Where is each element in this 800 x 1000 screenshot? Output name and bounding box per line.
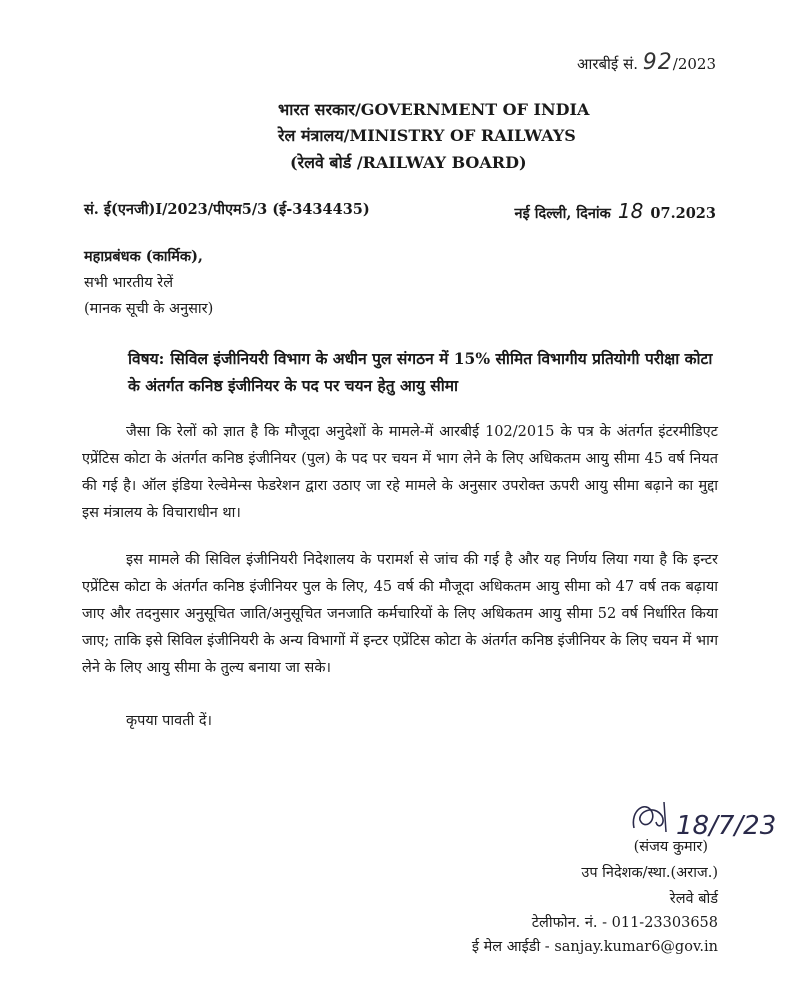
file-number: सं. ई(एनजी)I/2023/पीएम5/3 (ई-3434435) — [84, 201, 370, 218]
addressee-line-2: सभी भारतीय रेलें — [84, 275, 174, 291]
date-handwritten-day: 18 — [617, 199, 644, 223]
subject-line — [128, 345, 728, 399]
header-government: भारत सरकार/GOVERNMENT OF INDIA — [278, 100, 590, 119]
signatory-phone: टेलीफोन. नं. - 011-23303658 — [531, 915, 718, 931]
date-prefix: नई दिल्ली, दिनांक — [514, 205, 611, 222]
reference-handwritten-number: 92 — [642, 50, 673, 75]
signatory-email: ई मेल आईडी - sanjay.kumar6@gov.in — [471, 939, 718, 955]
reference-number-top — [577, 50, 716, 75]
header-board: (रेलवे बोर्ड /RAILWAY BOARD) — [290, 153, 527, 172]
addressee-line-3: (मानक सूची के अनुसार) — [84, 301, 214, 317]
reference-prefix: आरबीई सं. — [577, 55, 638, 73]
signature-date: 18/7/23 — [676, 811, 777, 841]
signatory-designation: उप निदेशक/स्था.(अराज.) — [581, 865, 718, 881]
closing-line: कृपया पावती दें। — [126, 713, 213, 729]
subject-label: विषय: — [128, 349, 165, 368]
body-paragraph-2: इस मामले की सिविल इंजीनियरी निदेशालय के परामर्श से जांच की गई है और यह निर्णय लिया गया है कि इन्टर एप्रेंटिस कोटा के अंतर्गत कनिष्ठ इंजीनियर पुल के लिए, 45 वर्ष की मौजूदा अधिकतम आयु सीमा को 47 वर्ष तक बढ़ाया जाए और तदनुसार अनुसूचित जाति/अनुसूचित जनजाति कर्मचारियों के लिए अधिकतम आयु सीमा 52 वर्ष निर्धारित किया जाए; ताकि इसे सिविल इंजीनियरी के अन्य विभागों में इन्टर एप्रेंटिस कोटा के अंतर्गत कनिष्ठ इंजीनियर के लिए चयन में भाग लेने के लिए आयु सीमा के तुल्य बनाया जा सके। — [82, 552, 718, 676]
body-paragraph-1: जैसा कि रेलों को ज्ञात है कि मौजूदा अनुदेशों के मामले-में आरबीई 102/2015 के पत्र के अंतर्गत इंटरमीडिएट एप्रेंटिस कोटा के अंतर्गत कनिष्ठ इंजीनियर (पुल) के पद पर चयन में भाग लेने के लिए अधिकतम आयु सीमा 45 वर्ष नियत की गई है। ऑल इंडिया रेल्वेमेन्स फेडरेशन द्वारा उठाए जा रहे मामले के अनुसार उपरोक्त ऊपरी आयु सीमा बढ़ाने का मुद्दा इस मंत्रालय के विचाराधीन था। — [82, 424, 718, 521]
date-rest: 07.2023 — [650, 205, 716, 222]
header-ministry: रेल मंत्रालय/MINISTRY OF RAILWAYS — [278, 126, 576, 145]
subject-text: सिविल इंजीनियरी विभाग के अधीन पुल संगठन में 15% सीमित विभागीय प्रतियोगी परीक्षा कोटा के अंतर्गत कनिष्ठ इंजीनियर के पद पर चयन हेतु आयु सीमा — [128, 349, 713, 395]
addressee-line-1: महाप्रबंधक (कार्मिक), — [84, 248, 203, 265]
reference-suffix: /2023 — [672, 55, 716, 73]
signatory-office: रेलवे बोर्ड — [669, 891, 718, 907]
date-line — [515, 199, 716, 223]
signatory-name: (संजय कुमार) — [633, 839, 708, 855]
